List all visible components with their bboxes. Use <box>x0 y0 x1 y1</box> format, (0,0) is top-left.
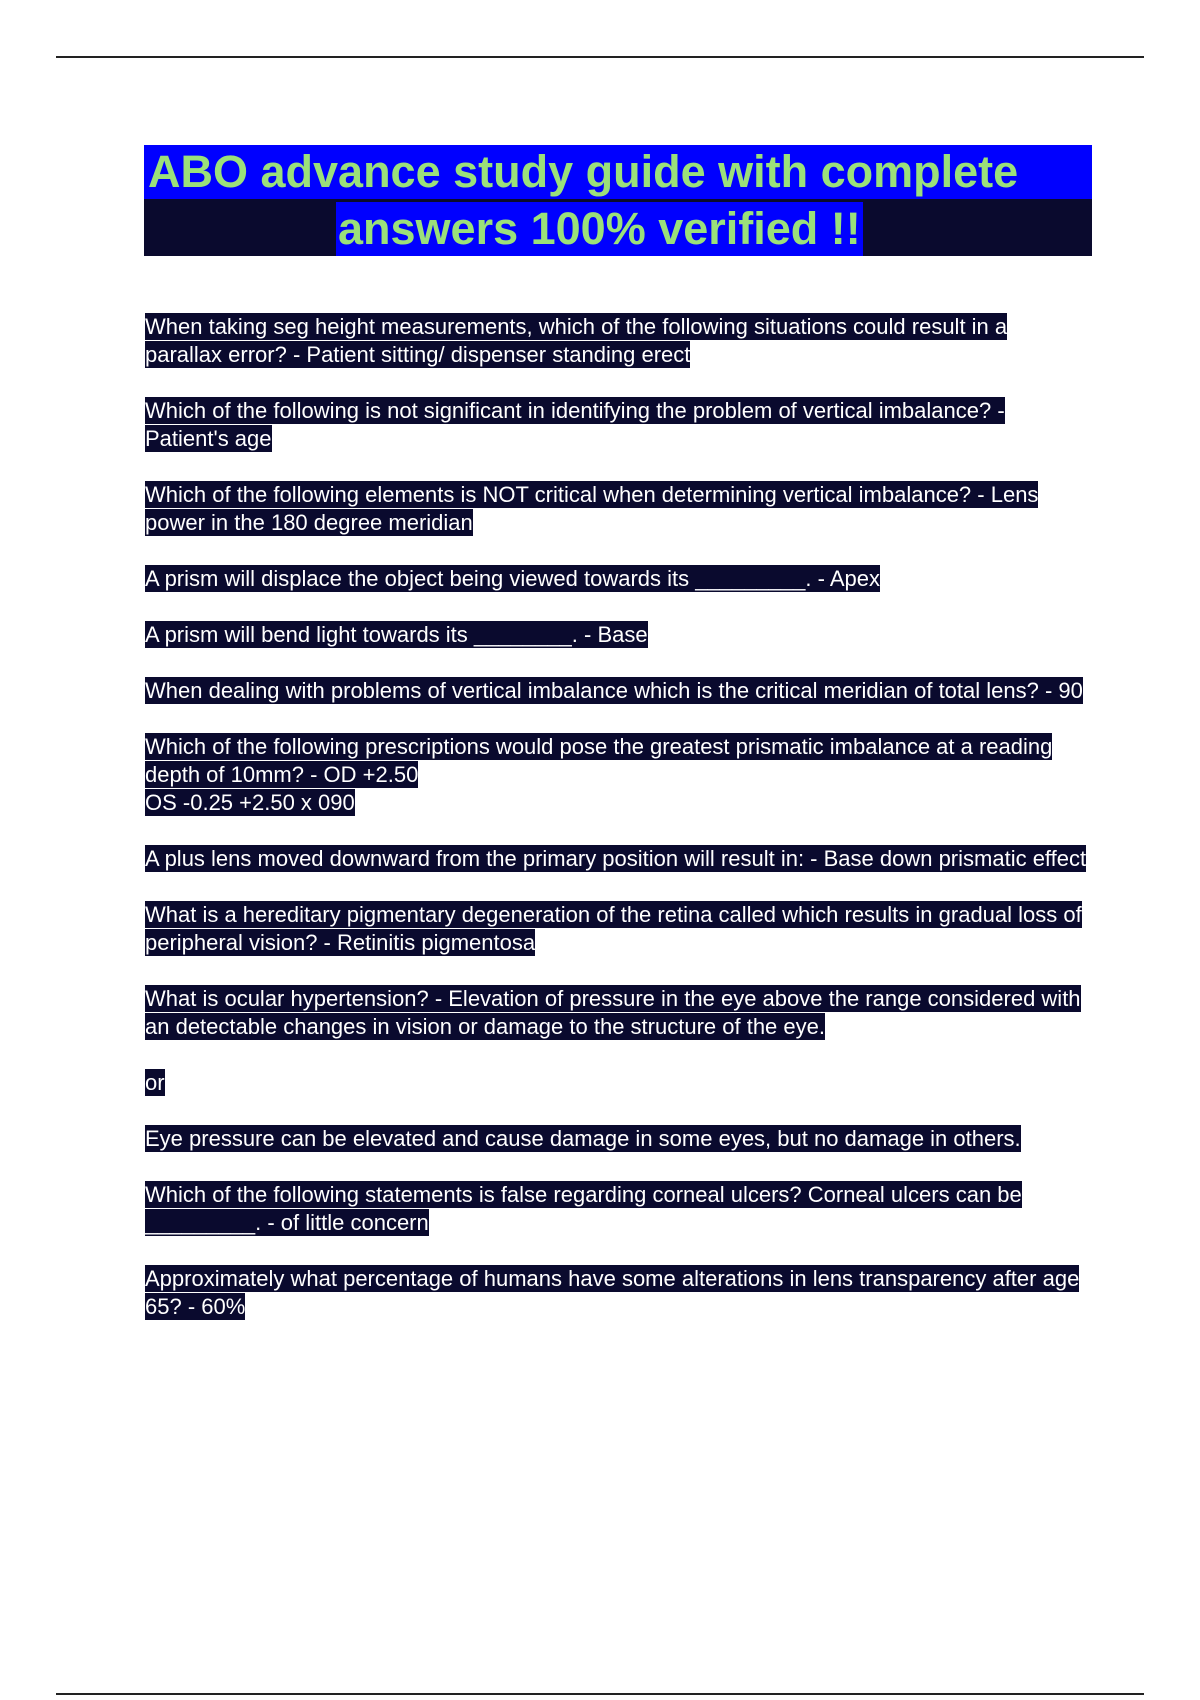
document-title <box>144 145 1092 256</box>
qa-text: Which of the following elements is NOT critical when determining vertical imbalance? - Lens power in the 180 degree meridian <box>145 482 1039 535</box>
title-line-1: ABO advance study guide with complete <box>144 145 1092 199</box>
qa-item <box>145 845 1090 873</box>
qa-text: What is ocular hypertension? - Elevation of pressure in the eye above the range considered with an detectable changes in vision or damage to the structure of the eye. <box>145 986 1081 1039</box>
bottom-rule <box>56 1693 1144 1695</box>
qa-item <box>145 621 1090 649</box>
qa-text: Which of the following prescriptions would pose the greatest prismatic imbalance at a reading depth of 10mm? - OD +2.50 OS -0.25 +2.50 x 090 <box>145 734 1053 815</box>
qa-text: or <box>145 1070 165 1095</box>
qa-list <box>145 313 1090 1349</box>
qa-item <box>145 565 1090 593</box>
qa-item <box>145 733 1090 817</box>
qa-item <box>145 1265 1090 1321</box>
qa-text: When taking seg height measurements, which of the following situations could result in a parallax error? - Patient sitting/ dispenser standing erect <box>145 314 1008 367</box>
qa-text: Which of the following statements is false regarding corneal ulcers? Corneal ulcers can be _________. - of little concern <box>145 1182 1022 1235</box>
qa-item <box>145 985 1090 1041</box>
qa-item <box>145 313 1090 369</box>
title-line-2: answers 100% verified !! <box>338 203 861 254</box>
qa-item <box>145 901 1090 957</box>
top-rule <box>56 56 1144 58</box>
qa-item <box>145 677 1090 705</box>
qa-item <box>145 481 1090 537</box>
qa-item <box>145 397 1090 453</box>
qa-text: What is a hereditary pigmentary degeneration of the retina called which results in gradual loss of peripheral vision? - Retinitis pigmentosa <box>145 902 1082 955</box>
qa-text: Which of the following is not significant in identifying the problem of vertical imbalance? - Patient's age <box>145 398 1005 451</box>
qa-item <box>145 1069 1090 1097</box>
qa-text: Eye pressure can be elevated and cause damage in some eyes, but no damage in others. <box>145 1126 1021 1151</box>
qa-item <box>145 1181 1090 1237</box>
qa-text: Approximately what percentage of humans have some alterations in lens transparency after age 65? - 60% <box>145 1266 1080 1319</box>
qa-item <box>145 1125 1090 1153</box>
qa-text: When dealing with problems of vertical imbalance which is the critical meridian of total lens? - 90 <box>145 678 1083 703</box>
qa-text: A plus lens moved downward from the primary position will result in: - Base down prismatic effect <box>145 846 1087 871</box>
qa-text: A prism will bend light towards its ________. - Base <box>145 622 648 647</box>
qa-text: A prism will displace the object being viewed towards its _________. - Apex <box>145 566 880 591</box>
